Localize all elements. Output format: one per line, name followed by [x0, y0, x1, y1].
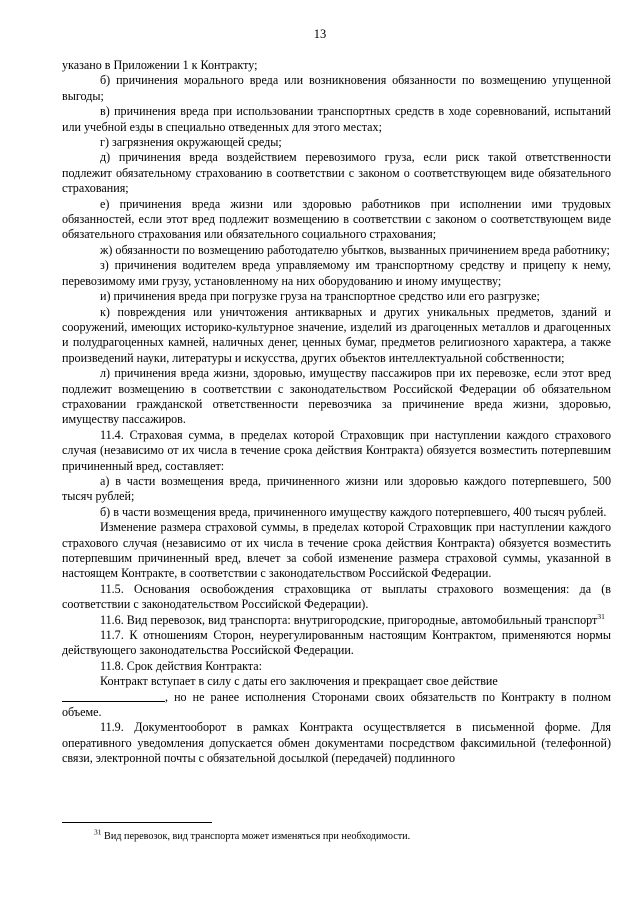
paragraph: указано в Приложении 1 к Контракту;	[62, 58, 258, 72]
paragraph: а) в части возмещения вреда, причиненного жизни или здоровью каждого потерпевшего, 500 тысяч рублей;	[62, 473, 611, 504]
paragraph-contract-term	[62, 674, 611, 720]
paragraph: к) повреждения или уничтожения антикварных и других уникальных предметов, зданий и сооружений, имеющих историко-культурное значение, изделий из драгоценных металлов и драгоценных и полудрагоценных камней, наличных денег, ценных бумаг, предметов религиозного характера, а также произведений науки, литературы и искусства, других объектов интеллектуальной собственности;	[62, 304, 611, 365]
paragraph: 11.4. Страховая сумма, в пределах которой Страховщик при наступлении каждого страхового случая (независимо от их числа в течение срока действия Контракта) обязуется возместить потерпевшим причиненный вред, составляет:	[62, 427, 611, 473]
page-number: 13	[313, 27, 327, 41]
contract-term-continued: , но не ранее исполнения Сторонами своих обязательств по Контракту в полном объеме.	[62, 689, 611, 720]
paragraph-11-6	[62, 613, 611, 628]
footnote-number: 31	[94, 827, 102, 837]
paragraph: 11.5. Основания освобождения страховщика от выплаты страхового возмещения: да (в соответствии с законодательством Российской Федерации).	[62, 581, 611, 612]
paragraph: 11.8. Срок действия Контракта:	[100, 658, 262, 673]
paragraph: в) причинения вреда при использовании транспортных средств в ходе соревнований, испытаний или учебной езды в специально отведенных для этого местах;	[62, 104, 611, 134]
paragraph: и) причинения вреда при погрузке груза на транспортное средство или его разгрузке;	[100, 289, 540, 304]
paragraph: б) причинения морального вреда или возникновения обязанности по возмещению упущенной выгоды;	[62, 73, 611, 103]
paragraph: ж) обязанности по возмещению работодателю убытков, вызванных причинением вреда работнику;	[100, 242, 610, 257]
paragraph-11-6-text: 11.6. Вид перевозок, вид транспорта: внутригородские, пригородные, автомобильный транспорт	[100, 612, 598, 627]
footnote-reference: 31	[597, 611, 605, 621]
paragraph: г) загрязнения окружающей среды;	[100, 135, 282, 150]
paragraph: з) причинения водителем вреда управляемому им транспортному средству и прицепу к нему, перевозимому ими грузу, установленному на них оборудованию и иному имуществу;	[62, 258, 611, 288]
footnote-text: Вид перевозок, вид транспорта может изменяться при необходимости.	[104, 831, 411, 842]
paragraph: л) причинения вреда жизни, здоровью, имуществу пассажиров при их перевозке, если этот вред подлежит возмещению в соответствии с законодательством Российской Федерации об обязательном страховании гражданской ответственности перевозчика за причинение вреда жизни, здоровью, имуществу пассажиров.	[62, 366, 611, 427]
paragraph: е) причинения вреда жизни или здоровью работников при исполнении ими трудовых обязанностей, если этот вред подлежит возмещению в соответствии с законом о соответствующем виде обязательного страхования или обязательного социального страхования;	[62, 196, 611, 242]
paragraph: д) причинения вреда воздействием перевозимого груза, если риск такой ответственности подлежит обязательному страхованию в соответствии с законом о соответствующем виде обязательного страхования;	[62, 150, 611, 196]
blank-fill-line	[62, 690, 165, 702]
paragraph: б) в части возмещения вреда, причиненного имуществу каждого потерпевшего, 400 тысяч рублей.	[100, 504, 607, 519]
paragraph: Изменение размера страховой суммы, в пределах которой Страховщик при наступлении каждого страхового случая (независимо от их числа в течение срока действия Контракта) обязуется возместить потерпевшим причиненный вред, влечет за собой изменение размера страховой суммы, указанной в настоящем Контракте, в соответствии с законодательством Российской Федерации.	[62, 520, 611, 581]
footnote	[94, 827, 614, 843]
paragraph: 11.7. К отношениям Сторон, неурегулированным настоящим Контрактом, применяются нормы действующего законодательства Российской Федерации.	[62, 628, 611, 658]
paragraph-11-9: 11.9. Документооборот в рамках Контракта осуществляется в письменной форме. Для оперативного уведомления допускается обмен документами посредством факсимильной (телефонной) связи, электронной почты с обязательной досылкой (передачей) подлинного	[62, 720, 611, 766]
body-text	[62, 58, 611, 767]
contract-term-text: Контракт вступает в силу с даты его заключения и прекращает свое действие	[100, 674, 498, 689]
footnote-separator	[62, 822, 212, 823]
